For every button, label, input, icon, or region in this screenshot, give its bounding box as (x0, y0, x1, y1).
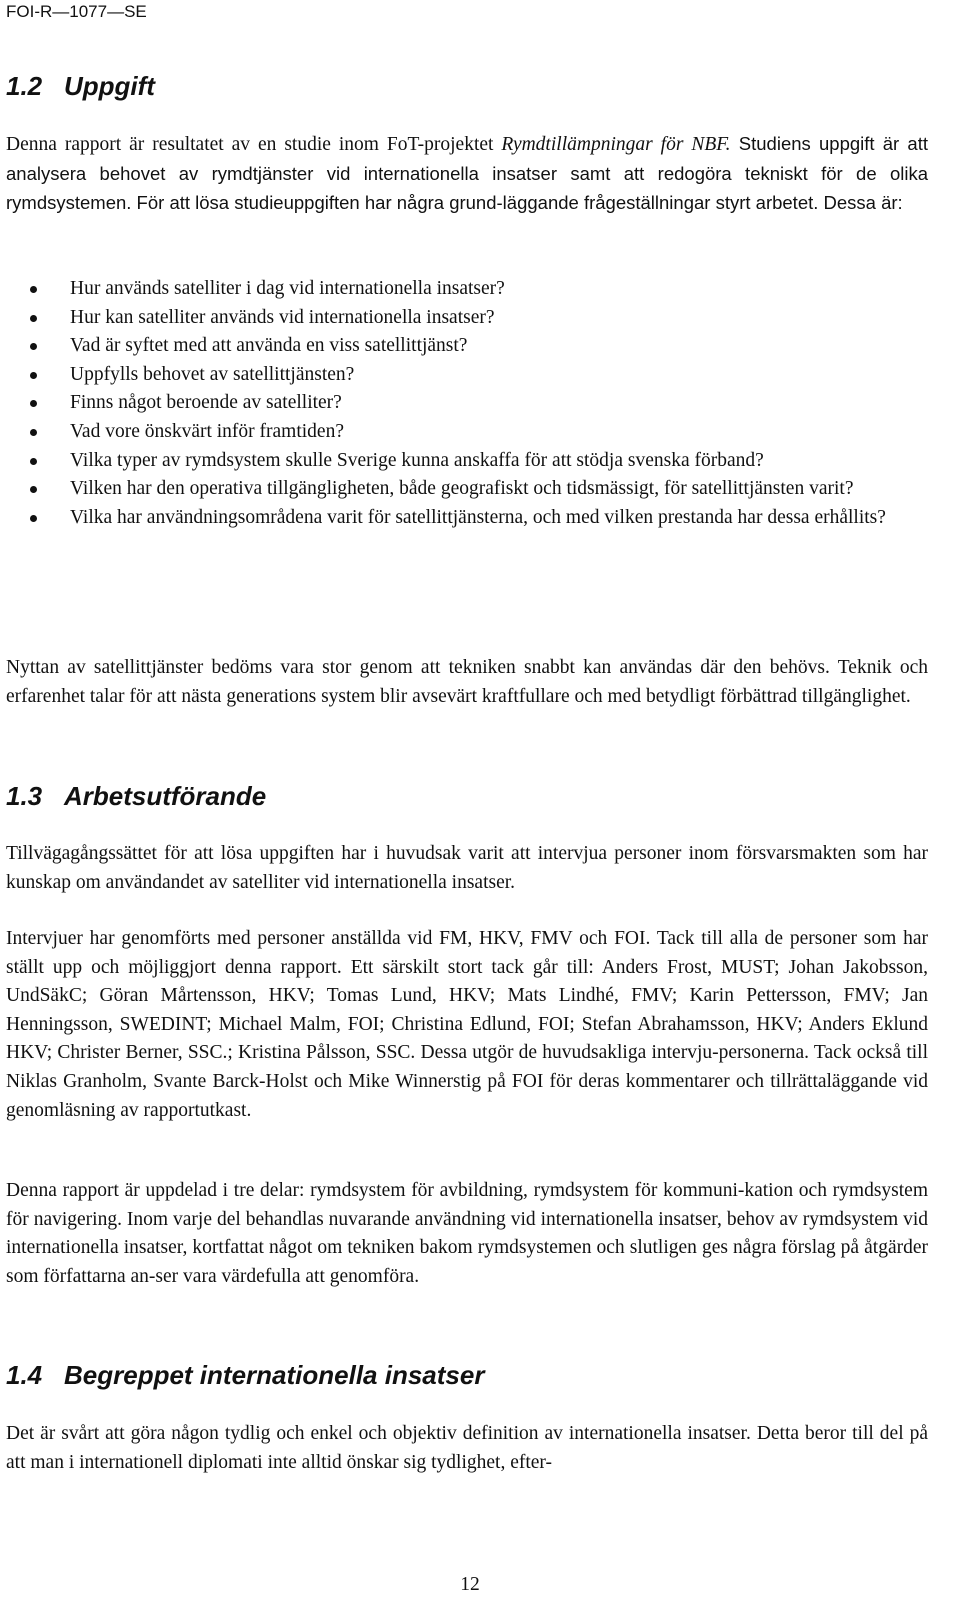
bullet-icon (30, 372, 37, 379)
question-text: Vad är syftet med att använda en viss satellittjänst? (70, 335, 468, 357)
section-title: Arbetsutförande (64, 781, 267, 811)
list-item (6, 504, 928, 533)
bullet-icon (30, 315, 37, 322)
list-item (6, 332, 928, 361)
question-text: Hur används satelliter i dag vid internationella insatser? (70, 278, 505, 299)
bullet-icon (30, 515, 37, 522)
page-number: 12 (460, 1574, 480, 1595)
bullet-icon (30, 400, 37, 407)
list-item (6, 361, 928, 390)
section-title: Uppgift (64, 71, 155, 101)
question-text: Vilka typer av rymdsystem skulle Sverige kunna anskaffa för att stödja svenska förband? (70, 449, 764, 471)
bullet-icon (30, 458, 37, 465)
questions-list (6, 275, 928, 532)
intro-sans-text: Studiens uppgift är att analysera behovet av rymdtjänster vid internationella insatser samt att redogöra tekniskt för de olika rymdsystemen. För att lösa studieuppgiften har några grund-läggande frågeställningar styrt arbetet. Dessa är: (6, 133, 928, 214)
project-name: Rymdtillämpningar för NBF. (501, 134, 731, 155)
bullet-icon (30, 486, 37, 493)
list-item (6, 418, 928, 447)
arbetsutforande-paragraph-3: Denna rapport är uppdelad i tre delar: rymdsystem för avbildning, rymdsystem för kommuni-kation och rymdsystem för navigering. Inom varje del behandlas nuvarande användning vid internationella insatser, behov av rymdsystem vid internationella insatser, kortfattat något om tekniken bakom rymdsystemen och slutligen ges några förslag på åtgärder som författarna an-ser vara värdefulla att genomföra. (6, 1180, 928, 1287)
section-title: Begreppet internationella insatser (64, 1360, 485, 1390)
bullet-icon (30, 429, 37, 436)
bullet-icon (30, 286, 37, 293)
list-item (6, 275, 928, 304)
question-text: Finns något beroende av satelliter? (70, 392, 342, 414)
section-number: 1.4 (6, 1360, 43, 1390)
arbetsutforande-paragraph-1: Tillvägagångssättet för att lösa uppgiften har i huvudsak varit att intervjua personer inom försvarsmakten som har kunskap om användandet av satelliter vid internationella insatser. (6, 843, 928, 893)
question-text: Vilken har den operativa tillgängligheten, både geografiskt och tidsmässigt, för satellittjänsten varit? (70, 478, 854, 500)
intro-plain-text: Denna rapport är resultatet av en studie inom FoT-projektet (6, 134, 502, 155)
section-heading-arbetsutforande (6, 780, 266, 812)
section-heading-uppgift (6, 70, 155, 102)
bullet-icon (30, 343, 37, 350)
uppgift-closing-paragraph: Nyttan av satellittjänster bedöms vara stor genom att tekniken snabbt kan användas där den behövs. Teknik och erfarenhet talar för att nästa generations system blir avsevärt kraftfullare och med betydligt förbättrad tillgänglighet. (6, 657, 928, 707)
question-text: Vad vore önskvärt inför framtiden? (70, 420, 344, 442)
section-heading-begreppet (6, 1359, 484, 1391)
question-text: Hur kan satelliter används vid internationella insatser? (70, 306, 495, 328)
list-item (6, 475, 928, 504)
begreppet-paragraph-1: Det är svårt att göra någon tydlig och enkel och objektiv definition av internationella insatser. Detta beror till del på att man i internationell diplomati inte alltid önskar sig tydlighet, efter- (6, 1423, 928, 1473)
section-number: 1.2 (6, 71, 43, 101)
list-item (6, 304, 928, 333)
question-text: Uppfylls behovet av satellittjänsten? (70, 363, 355, 385)
list-item (6, 389, 928, 418)
question-text: Vilka har användningsområdena varit för satellittjänsterna, och med vilken prestanda har dessa erhållits? (70, 506, 886, 528)
report-id-header: FOI-R—1077—SE (6, 2, 147, 21)
list-item (6, 447, 928, 476)
arbetsutforande-paragraph-2: Intervjuer har genomförts med personer anställda vid FM, HKV, FMV och FOI. Tack till alla de personer som har ställt upp och möjliggjort denna rapport. Ett särskilt stort tack går till: Anders Frost, MUST; Johan Jakobsson, UndSäkC; Göran Mårtensson, HKV; Tomas Lund, HKV; Mats Lindhé, FMV; Karin Pettersson, FMV; Jan Henningsson, SWEDINT; Michael Malm, FOI; Christina Edlund, FOI; Stefan Abrahamsson, HKV; Anders Eklund HKV; Christer Berner, SSC.; Kristina Pålsson, SSC. Dessa utgör de huvudsakliga intervju-personerna. Tack också till Niklas Granholm, Svante Barck-Holst och Mike Winnerstig på FOI för deras kommentarer och tillrättaläggande vid genomläsning av rapportutkast. (6, 928, 928, 1121)
uppgift-intro-paragraph (6, 130, 928, 219)
section-number: 1.3 (6, 781, 43, 811)
